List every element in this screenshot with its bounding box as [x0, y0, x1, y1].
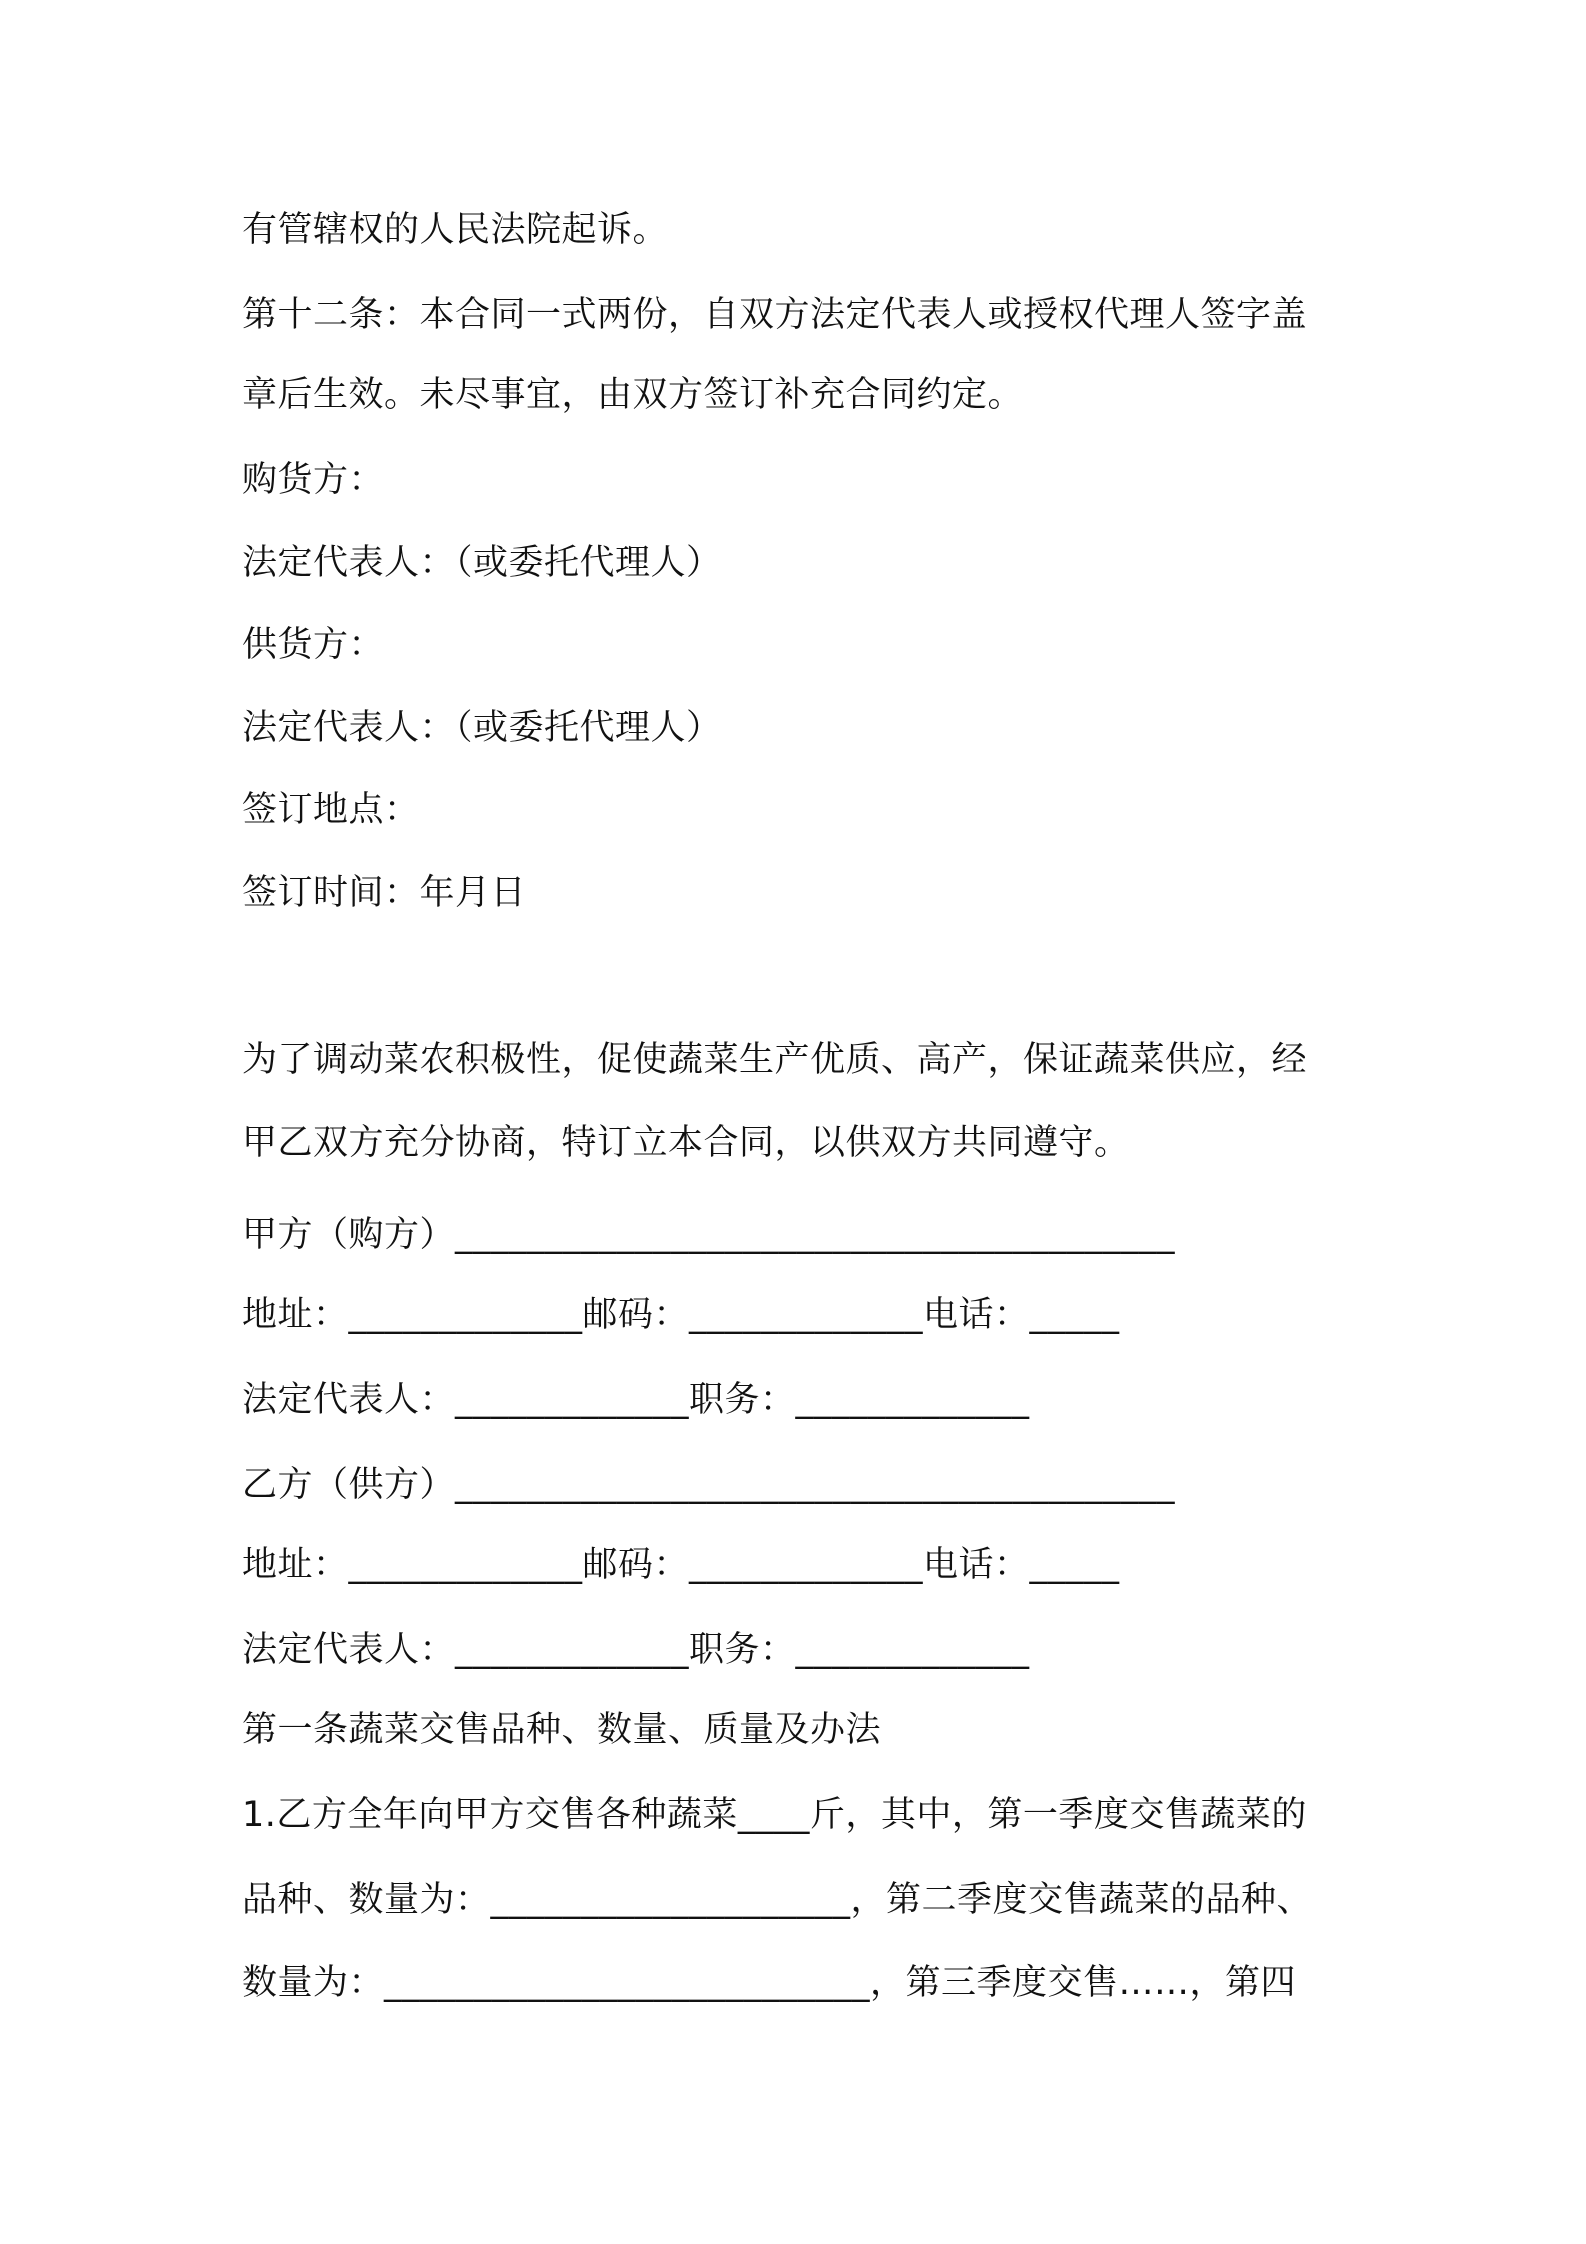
text-line-party-b: 乙方（供方）________________________________________	[242, 1465, 1176, 1505]
text-line-preamble-cont: 甲乙双方充分协商，特订立本合同，以供双方共同遵守。	[242, 1123, 1130, 1163]
text-line-party-a-address: 地址：_____________邮码：_____________电话：_____	[242, 1295, 1120, 1335]
text-line-buyer: 购货方：	[242, 460, 385, 500]
text-line-jurisdiction: 有管辖权的人民法院起诉。	[242, 210, 669, 250]
text-line-supplier: 供货方：	[242, 625, 385, 665]
text-line-sign-place: 签订地点：	[242, 790, 420, 830]
text-line-supplier-rep: 法定代表人：（或委托代理人）	[242, 708, 722, 748]
text-line-sign-time: 签订时间：年月日	[242, 873, 527, 913]
text-line-item-1: 1.乙方全年向甲方交售各种蔬菜____斤，其中，第一季度交售蔬菜的	[242, 1795, 1307, 1835]
text-line-party-b-address: 地址：_____________邮码：_____________电话：_____	[242, 1545, 1120, 1585]
text-line-party-a: 甲方（购方）________________________________________	[242, 1215, 1176, 1255]
text-line-article-1: 第一条蔬菜交售品种、数量、质量及办法	[242, 1710, 882, 1750]
text-line-party-a-rep: 法定代表人：_____________职务：_____________	[242, 1380, 1030, 1420]
text-line-article-12: 第十二条：本合同一式两份，自双方法定代表人或授权代理人签字盖	[242, 295, 1308, 335]
text-line-item-1-cont: 品种、数量为：____________________，第二季度交售蔬菜的品种、	[242, 1880, 1313, 1920]
text-line-item-1-cont2: 数量为：___________________________，第三季度交售……，第四	[242, 1963, 1297, 2003]
text-line-buyer-rep: 法定代表人：（或委托代理人）	[242, 543, 722, 583]
text-line-party-b-rep: 法定代表人：_____________职务：_____________	[242, 1630, 1030, 1670]
text-line-preamble: 为了调动菜农积极性，促使蔬菜生产优质、高产，保证蔬菜供应，经	[242, 1040, 1308, 1080]
text-line-article-12-cont: 章后生效。未尽事宜，由双方签订补充合同约定。	[242, 375, 1024, 415]
